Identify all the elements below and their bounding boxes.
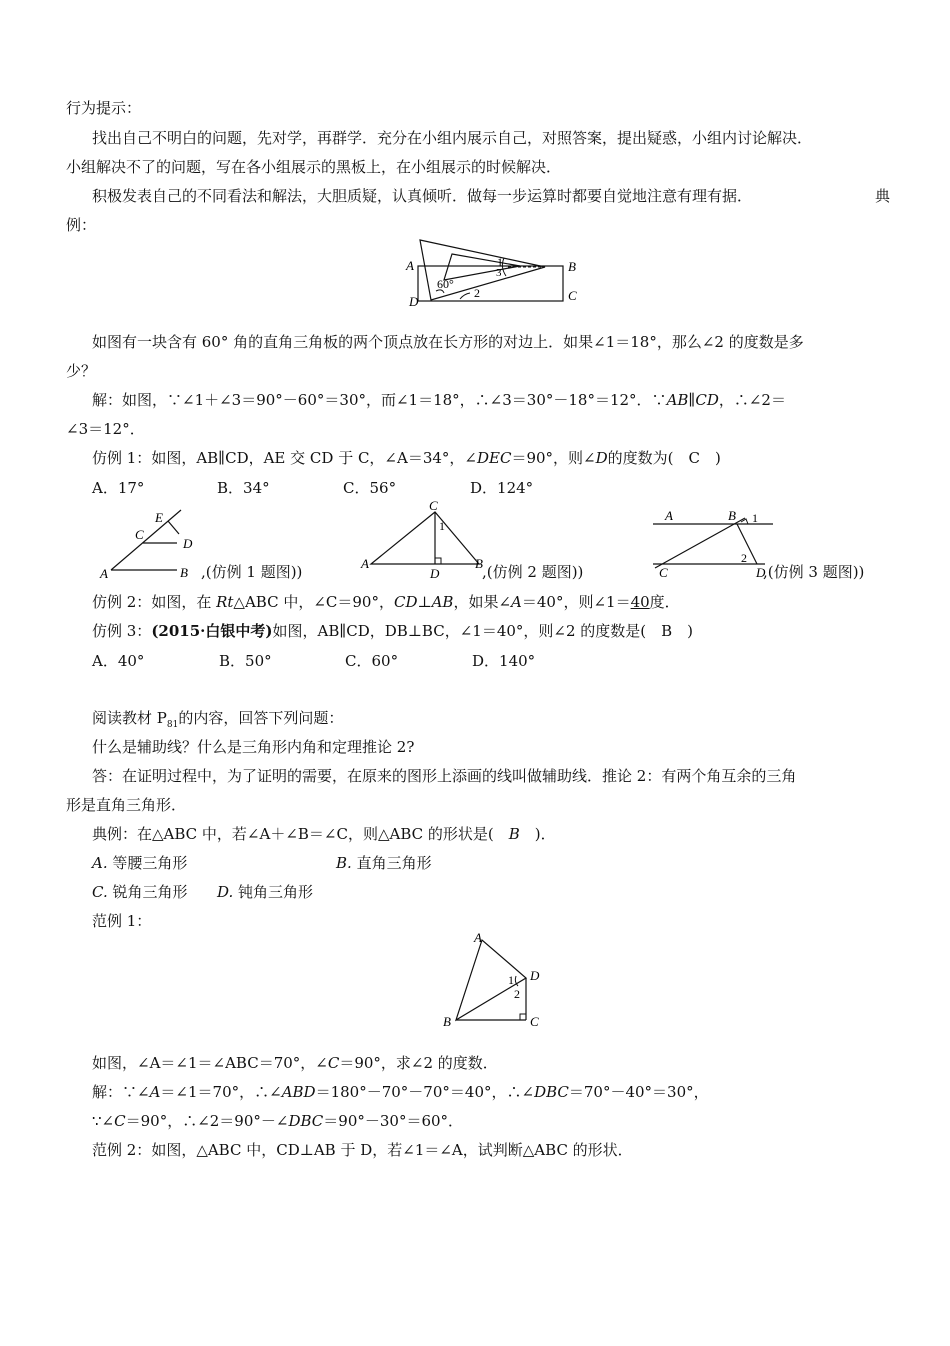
figure-practice-2 [355, 496, 490, 582]
fig1-label-a: A [406, 258, 414, 273]
hint-paragraph-2: 积极发表自己的不同看法和解法，大胆质疑，认真倾听．做每一步运算时都要自觉地注意有理有据． [92, 187, 753, 205]
fig1-angle-1: 1 [497, 255, 503, 269]
practice-1-option-a: A．17° [92, 479, 145, 497]
hint-title: 行为提示： [66, 99, 142, 117]
practice-3-question: 仿例 3：(2015·白银中考)如图，AB∥CD，DB⊥BC，∠1＝40°，则∠2 的度数是( B ) [92, 622, 694, 640]
example-question-cont: 少？ [66, 362, 97, 380]
fig2-label-a: A [100, 566, 108, 581]
model-example-1-question: 如图，∠A＝∠1＝∠ABC＝70°，∠C＝90°，求∠2 的度数． [92, 1054, 498, 1072]
reading-answer-cont: 形是直角三角形． [66, 796, 187, 814]
model-example-1-solution: 解：∵∠A＝∠1＝70°，∴∠ABD＝180°－70°－70°＝40°，∴∠DBC＝70°－40°＝30°， [92, 1083, 709, 1101]
reading-question: 什么是辅助线？什么是三角形内角和定理推论 2? [92, 738, 415, 756]
fig5-label-d: D [530, 968, 540, 983]
typical-example-option-a: A. 等腰三角形 [92, 854, 188, 872]
fig4-angle-2: 2 [741, 551, 747, 565]
fig1-angle-2: 2 [474, 286, 480, 300]
fig3-angle-1: 1 [439, 519, 445, 533]
figure-model-1 [438, 928, 548, 1032]
figure-practice-1-caption: ,(仿例 1 题图)) [201, 563, 303, 581]
hint-paragraph-2-dian: 典 [875, 187, 891, 205]
practice-3-option-d: D．140° [472, 652, 536, 670]
practice-1-option-c: C．56° [343, 479, 397, 497]
fig5-angle-1: 1 [508, 973, 514, 987]
practice-3-option-c: C．60° [345, 652, 399, 670]
fig4-label-b: B [728, 508, 736, 523]
model-example-2-question: 范例 2：如图，△ABC 中，CD⊥AB 于 D，若∠1＝∠A，试判断△ABC 的形状． [92, 1141, 633, 1159]
fig5-label-b: B [443, 1014, 451, 1029]
fig4-angle-1: 1 [752, 511, 758, 525]
fig2-label-e: E [155, 510, 163, 525]
practice-1-option-d: D．124° [470, 479, 534, 497]
fig1-angle-3: 3 [496, 267, 502, 279]
fig1-label-b: B [568, 259, 576, 274]
fig1-label-c: C [568, 288, 577, 303]
fig2-label-c: C [135, 527, 144, 542]
figure-practice-2-caption: ,(仿例 2 题图)) [482, 563, 584, 581]
fig1-label-d: D [409, 294, 419, 308]
fig5-label-a: A [474, 930, 482, 945]
fig2-label-d: D [183, 536, 193, 551]
typical-example-option-c: C. 锐角三角形 [92, 883, 188, 901]
reading-instruction: 阅读教材 $P_{81}$的内容，回答下列问题： [92, 709, 344, 730]
practice-1-option-b: B．34° [217, 479, 270, 497]
fig4-label-d: D [756, 565, 766, 580]
example-solution-cont: ∠3＝12°． [66, 420, 145, 438]
fig1-angle-60: 60° [437, 277, 454, 291]
figure-practice-3-caption: ,(仿例 3 题图)) [763, 563, 865, 581]
model-example-1-label: 范例 1： [92, 912, 152, 930]
practice-1-question: 仿例 1：如图，AB∥CD，AE 交 CD 于 C，∠A＝34°，∠DEC＝90°，则∠D的度数为( C ) [92, 449, 721, 467]
practice-3-option-b: B．50° [219, 652, 272, 670]
hint-paragraph-1: 找出自己不明白的问题，先对学，再群学．充分在小组内展示自己，对照答案，提出疑惑，小组内讨论解决． [92, 129, 813, 147]
model-example-1-solution-cont: ∵∠C＝90°，∴∠2＝90°－∠DBC＝90°－30°＝60°． [92, 1112, 464, 1130]
hint-paragraph-2-cont: 例： [66, 216, 97, 234]
practice-3-option-a: A．40° [92, 652, 145, 670]
fig4-label-c: C [659, 565, 668, 580]
fig3-label-d: D [430, 566, 440, 581]
fig3-label-c: C [429, 498, 438, 513]
typical-example-option-b: B. 直角三角形 [336, 854, 432, 872]
typical-example-question: 典例：在△ABC 中，若∠A＋∠B＝∠C，则△ABC 的形状是( B )． [92, 825, 556, 843]
hint-paragraph-1-cont: 小组解决不了的问题，写在各小组展示的黑板上，在小组展示的时候解决． [66, 158, 562, 176]
fig3-label-a: A [361, 556, 369, 571]
fig5-label-c: C [530, 1014, 539, 1029]
fig2-label-b: B [180, 565, 188, 580]
example-question: 如图有一块含有 60° 角的直角三角板的两个顶点放在长方形的对边上．如果∠1＝18°，那么∠2 的度数是多 [92, 333, 804, 351]
example-solution: 解：如图，∵∠1＋∠3＝90°－60°＝30°，而∠1＝18°，∴∠3＝30°－18°＝12°．∵AB∥CD，∴∠2＝ [92, 391, 786, 409]
figure-rectangle-triangle [400, 236, 590, 308]
fig5-angle-2: 2 [514, 987, 520, 1001]
typical-example-option-d: D. 钝角三角形 [217, 883, 314, 901]
practice-2-question: 仿例 2：如图，在 Rt△ABC 中，∠C＝90°，CD⊥AB，如果∠A＝40°，则∠1＝40度． [92, 593, 680, 611]
fig3-label-b: B [475, 556, 483, 571]
reading-answer: 答：在证明过程中，为了证明的需要，在原来的图形上添画的线叫做辅助线．推论 2：有两个角互余的三角 [92, 767, 797, 785]
fig4-label-a: A [665, 508, 673, 523]
